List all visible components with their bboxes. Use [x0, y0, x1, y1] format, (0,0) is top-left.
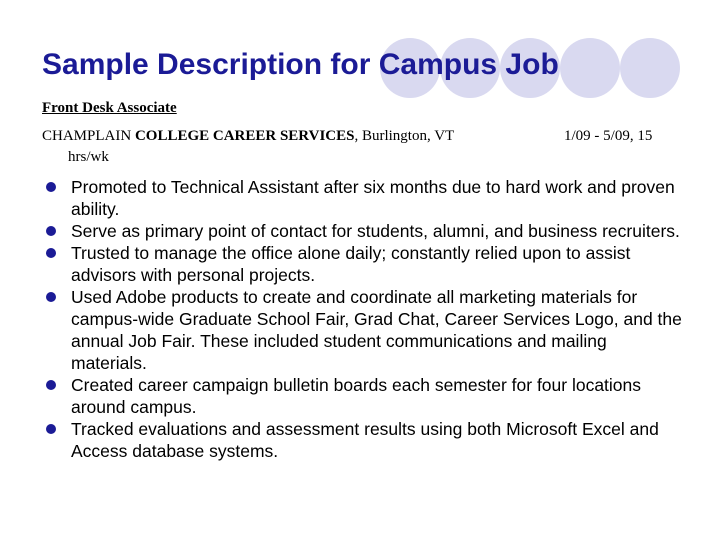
bullet-icon: [46, 182, 56, 192]
decorative-circle: [560, 38, 620, 98]
bullet-icon: [46, 424, 56, 434]
responsibilities-list: [46, 176, 686, 462]
list-item: Serve as primary point of contact for students, alumni, and business recruiters.: [46, 220, 686, 242]
list-item: Promoted to Technical Assistant after six months due to hard work and proven ability.: [46, 176, 686, 220]
bullet-icon: [46, 292, 56, 302]
decorative-circle: [620, 38, 680, 98]
job-hours: hrs/wk: [68, 149, 109, 165]
list-item: Tracked evaluations and assessment results using both Microsoft Excel and Access database systems.: [46, 418, 686, 462]
job-position: Front Desk Associate: [42, 100, 177, 116]
employer-line: [42, 126, 682, 168]
bullet-icon: [46, 380, 56, 390]
job-dates: 1/09 - 5/09, 15: [564, 128, 653, 144]
list-item: Created career campaign bulletin boards each semester for four locations around campus.: [46, 374, 686, 418]
bullet-icon: [46, 226, 56, 236]
list-item: Trusted to manage the office alone daily; constantly relied upon to assist advisors with personal projects.: [46, 242, 686, 286]
employer-location: , Burlington, VT: [354, 128, 455, 144]
list-item: Used Adobe products to create and coordinate all marketing materials for campus-wide Graduate School Fair, Grad Chat, Career Services Logo, and the annual Job Fair. These included student communications and mailing materials.: [46, 286, 686, 374]
employer-name: CHAMPLAIN COLLEGE CAREER SERVICES: [42, 128, 355, 144]
slide-title: Sample Description for Campus Job: [42, 48, 559, 81]
bullet-icon: [46, 248, 56, 258]
